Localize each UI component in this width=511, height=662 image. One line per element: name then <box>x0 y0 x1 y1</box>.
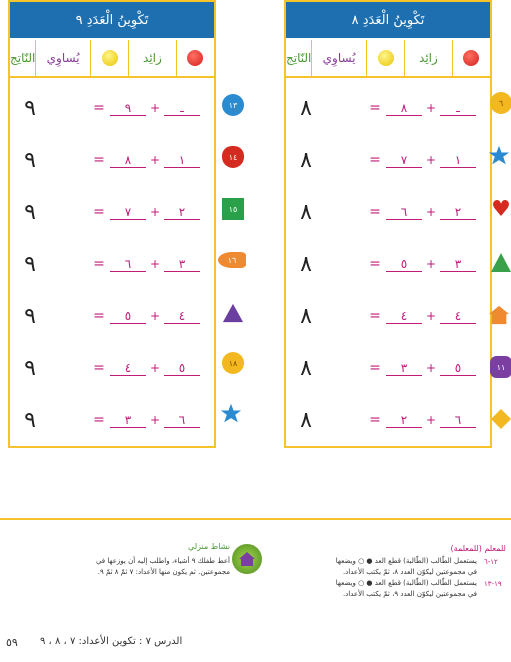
sun-marker-icon: ٦ <box>490 92 511 114</box>
result-value: ٩ <box>24 251 36 277</box>
equals-sign: = <box>93 412 105 428</box>
home-activity-line: مجموعتين. ثم يكون منها الأعداد: ٧ ثمّ ٨ ثمّ ٩. <box>97 568 230 576</box>
equals-sign: = <box>93 204 105 220</box>
added-header: زائِد <box>128 40 175 76</box>
teacher-note-text <box>262 556 477 600</box>
plus-sign: + <box>149 413 161 427</box>
house-marker-icon <box>488 304 510 326</box>
equals-sign: = <box>93 256 105 272</box>
yellow-count-blank[interactable]: ٧ <box>110 205 146 220</box>
teacher-note-title: للمعلم (للمعلمة) <box>450 544 506 553</box>
plus-sign: + <box>425 101 437 115</box>
plus-sign: + <box>425 361 437 375</box>
plus-sign: + <box>149 257 161 271</box>
page-number: ٥٩ <box>6 636 18 649</box>
result-value: ٨ <box>300 199 312 225</box>
yellow-count-blank[interactable]: ٣ <box>386 361 422 376</box>
panel-number-8 <box>284 0 492 448</box>
lesson-title: الدرس ٧ : تكوين الأعداد: ٧ ، ٨ ، ٩ <box>40 636 183 647</box>
red-counter-header <box>176 40 214 76</box>
apple-marker-icon: ١٤ <box>222 146 244 168</box>
equation-row <box>10 184 214 240</box>
yellow-count-blank[interactable]: ٤ <box>386 309 422 324</box>
yellow-count-blank[interactable]: ٨ <box>110 153 146 168</box>
plus-sign: + <box>149 361 161 375</box>
added-header: زائِد <box>404 40 451 76</box>
yellow-count-blank[interactable]: ٩ <box>110 101 146 116</box>
yellow-count-blank[interactable]: ٨ <box>386 101 422 116</box>
result-value: ٩ <box>24 355 36 381</box>
teacher-note-line: في مجموعتين ليكوّن العدد ٨، ثمّ يكتب الأعداد. <box>342 568 477 576</box>
equals-header: يُساوِي <box>311 40 365 76</box>
red-count-blank[interactable]: ـ <box>164 101 200 116</box>
plus-sign: + <box>425 153 437 167</box>
red-disc-icon <box>187 50 203 66</box>
result-value: ٨ <box>300 355 312 381</box>
red-count-blank[interactable]: ٥ <box>440 361 476 376</box>
result-value: ٩ <box>24 407 36 433</box>
yellow-count-blank[interactable]: ٥ <box>110 309 146 324</box>
yellow-disc-icon <box>378 50 394 66</box>
triangle-marker-icon <box>222 302 244 324</box>
teacher-note-line: في مجموعتين ليكوّن العدد ٩، ثمّ يكتب الأعداد. <box>342 590 477 598</box>
star-marker-icon <box>220 402 242 424</box>
home-activity-line: أعط طفلك ٩ أشياء، واطلب إليه أن يوزعها في <box>95 557 230 565</box>
plus-sign: + <box>425 309 437 323</box>
teacher-note-line: يستعمل الطّالب (الطّالبة) قطع العد ● ○ ويضعها <box>335 557 477 565</box>
result-value: ٩ <box>24 147 36 173</box>
red-count-blank[interactable]: ٦ <box>440 413 476 428</box>
result-value: ٨ <box>300 95 312 121</box>
equation-row <box>10 288 214 344</box>
plus-sign: + <box>149 309 161 323</box>
sun-marker-icon: ١٨ <box>222 352 244 374</box>
panel-title: تَكْوِينُ الْعَدَدِ ٩ <box>10 2 214 38</box>
circle-marker-icon: ١٣ <box>222 94 244 116</box>
teacher-note-range: ١٩-١٣ <box>484 580 502 588</box>
red-count-blank[interactable]: ٥ <box>164 361 200 376</box>
equation-row <box>10 80 214 136</box>
red-count-blank[interactable]: ٢ <box>164 205 200 220</box>
equation-row <box>10 236 214 292</box>
octagon-marker-icon: ١١ <box>490 356 511 378</box>
result-value: ٨ <box>300 147 312 173</box>
equals-sign: = <box>369 256 381 272</box>
equation-row <box>10 340 214 396</box>
equation-row <box>286 236 490 292</box>
yellow-count-blank[interactable]: ٤ <box>110 361 146 376</box>
equals-sign: = <box>369 412 381 428</box>
yellow-count-blank[interactable]: ٦ <box>386 205 422 220</box>
yellow-count-blank[interactable]: ٦ <box>110 257 146 272</box>
diamond-marker-icon <box>490 408 511 430</box>
red-count-blank[interactable]: ٣ <box>164 257 200 272</box>
home-activity-icon <box>232 544 262 574</box>
plus-sign: + <box>149 153 161 167</box>
fish-marker-icon: ١٦ <box>218 252 246 268</box>
yellow-count-blank[interactable]: ٢ <box>386 413 422 428</box>
equals-header: يُساوِي <box>35 40 89 76</box>
panel-number-9 <box>8 0 216 448</box>
red-counter-header <box>452 40 490 76</box>
equation-row <box>286 340 490 396</box>
equation-row <box>286 132 490 188</box>
teacher-note-range: ١٢-٦ <box>484 558 498 566</box>
plus-sign: + <box>425 205 437 219</box>
yellow-count-blank[interactable]: ٧ <box>386 153 422 168</box>
equals-sign: = <box>93 360 105 376</box>
plus-sign: + <box>149 101 161 115</box>
section-divider <box>0 518 511 520</box>
equals-sign: = <box>369 152 381 168</box>
result-value: ٩ <box>24 199 36 225</box>
red-count-blank[interactable]: ٤ <box>440 309 476 324</box>
panel-title: تَكْوِينُ الْعَدَدِ ٨ <box>286 2 490 38</box>
table-header <box>286 40 490 78</box>
square-marker-icon: ١٥ <box>222 198 244 220</box>
red-count-blank[interactable]: ١ <box>440 153 476 168</box>
equals-sign: = <box>93 152 105 168</box>
red-count-blank[interactable]: ٦ <box>164 413 200 428</box>
red-count-blank[interactable]: ٣ <box>440 257 476 272</box>
yellow-disc-icon <box>102 50 118 66</box>
equals-sign: = <box>369 308 381 324</box>
red-count-blank[interactable]: ١ <box>164 153 200 168</box>
home-activity-title: نشاط منزلي <box>188 542 230 551</box>
plus-sign: + <box>425 257 437 271</box>
yellow-count-blank[interactable]: ٥ <box>386 257 422 272</box>
tree-marker-icon <box>490 252 511 274</box>
plus-sign: + <box>149 205 161 219</box>
equals-sign: = <box>93 308 105 324</box>
yellow-count-blank[interactable]: ٣ <box>110 413 146 428</box>
result-value: ٩ <box>24 95 36 121</box>
star-marker-icon <box>488 144 510 166</box>
table-header <box>10 40 214 78</box>
result-value: ٨ <box>300 303 312 329</box>
equals-sign: = <box>369 360 381 376</box>
plus-sign: + <box>425 413 437 427</box>
equals-sign: = <box>93 100 105 116</box>
equals-sign: = <box>369 100 381 116</box>
teacher-note-line: يستعمل الطّالب (الطّالبة) قطع العد ● ○ ويضعها <box>335 579 477 587</box>
red-count-blank[interactable]: ٢ <box>440 205 476 220</box>
equation-row <box>10 392 214 448</box>
result-value: ٩ <box>24 303 36 329</box>
equation-row <box>286 80 490 136</box>
result-value: ٨ <box>300 251 312 277</box>
equation-row <box>10 132 214 188</box>
yellow-counter-header <box>90 40 128 76</box>
result-header: النّاتِج <box>10 51 36 65</box>
result-value: ٨ <box>300 407 312 433</box>
red-disc-icon <box>463 50 479 66</box>
equals-sign: = <box>369 204 381 220</box>
red-count-blank[interactable]: ـ <box>440 101 476 116</box>
equation-row <box>286 392 490 448</box>
yellow-counter-header <box>366 40 404 76</box>
equation-row <box>286 288 490 344</box>
heart-marker-icon: ♥ <box>491 196 511 222</box>
home-activity-text <box>4 556 230 578</box>
red-count-blank[interactable]: ٤ <box>164 309 200 324</box>
result-header: النّاتِج <box>286 51 312 65</box>
equation-row <box>286 184 490 240</box>
